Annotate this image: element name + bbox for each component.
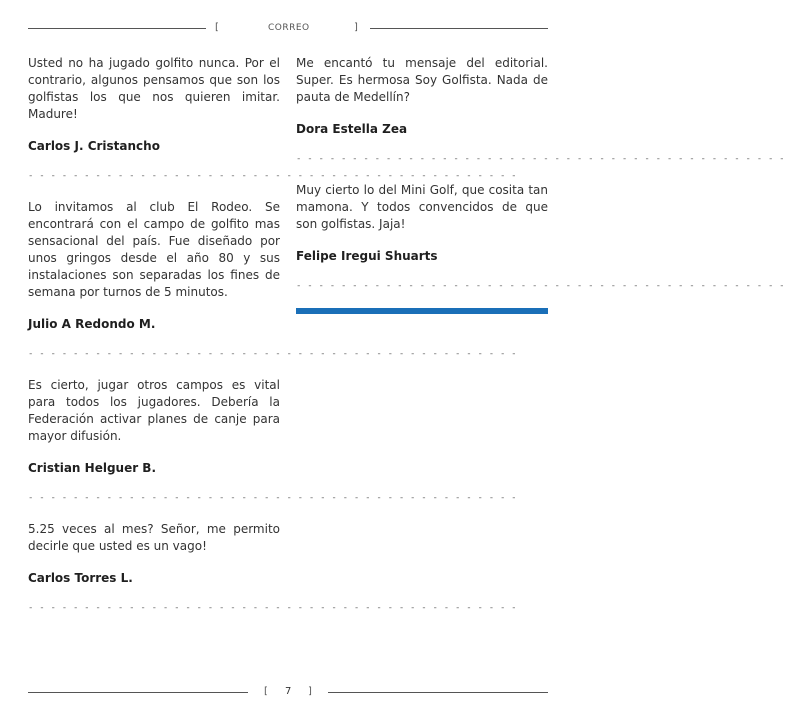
header-rule-right (370, 28, 548, 29)
letter (296, 182, 785, 292)
separator: - - - - - - - - - - - - - - - - - - - - - - - - - - - - - - - - - - - - - - - - - - - - (296, 154, 785, 164)
letter-text: Usted no ha jugado golfito nunca. Por el contrario, algunos pensamos que son los golfistas los que nos quieren imitar. Madure! (28, 56, 280, 121)
letter-text: Muy cierto lo del Mini Golf, que cosita tan mamona. Y todos convencidos de que son golfistas. Jaja! (296, 183, 548, 231)
separator: - - - - - - - - - - - - - - - - - - - - - - - - - - - - - - - - - - - - - - - - - - - - (28, 603, 517, 613)
letter-author: Cristian Helguer B. (28, 461, 157, 475)
footer-bracket-left: [ (264, 686, 268, 697)
accent-bar (296, 308, 548, 314)
footer-rule-left (28, 692, 248, 693)
header-rule-left (28, 28, 206, 29)
letter-text: 5.25 veces al mes? Señor, me permito decirle que usted es un vago! (28, 522, 280, 553)
letter-author: Carlos Torres L. (28, 571, 133, 585)
letter-text: Lo invitamos al club El Rodeo. Se encontrará con el campo de golfito mas sensacional del país. Fue diseñado por unos gringos desde el año 80 y sus instalaciones son separadas los fines de semana por turnos de 5 minutos. (28, 200, 280, 299)
letter (28, 521, 517, 614)
page-header (28, 22, 548, 36)
letter-text: Es cierto, jugar otros campos es vital para todos los jugadores. Debería la Federación activar planes de canje para mayor difusión. (28, 378, 280, 443)
header-bracket-right: ] (354, 22, 358, 33)
section-title: CORREO (268, 23, 310, 33)
letter (296, 55, 785, 165)
footer-rule-right (328, 692, 548, 693)
letter-author: Dora Estella Zea (296, 122, 408, 136)
footer-bracket-right: ] (308, 686, 312, 697)
separator: - - - - - - - - - - - - - - - - - - - - - - - - - - - - - - - - - - - - - - - - - - - - (28, 493, 517, 503)
letter-author: Julio A Redondo M. (28, 317, 156, 331)
separator: - - - - - - - - - - - - - - - - - - - - - - - - - - - - - - - - - - - - - - - - - - - - (296, 281, 785, 291)
right-column (296, 55, 785, 314)
letter-author: Carlos J. Cristancho (28, 139, 160, 153)
letter-author: Felipe Iregui Shuarts (296, 249, 438, 263)
separator: - - - - - - - - - - - - - - - - - - - - - - - - - - - - - - - - - - - - - - - - - - - - (28, 349, 517, 359)
letter (28, 377, 517, 504)
header-bracket-left: [ (215, 22, 219, 33)
letter-text: Me encantó tu mensaje del editorial. Super. Es hermosa Soy Golfista. Nada de pauta de Medellín? (296, 56, 548, 104)
page-number: 7 (285, 686, 292, 697)
separator: - - - - - - - - - - - - - - - - - - - - - - - - - - - - - - - - - - - - - - - - - - - - (28, 171, 517, 181)
page-footer (28, 686, 548, 700)
